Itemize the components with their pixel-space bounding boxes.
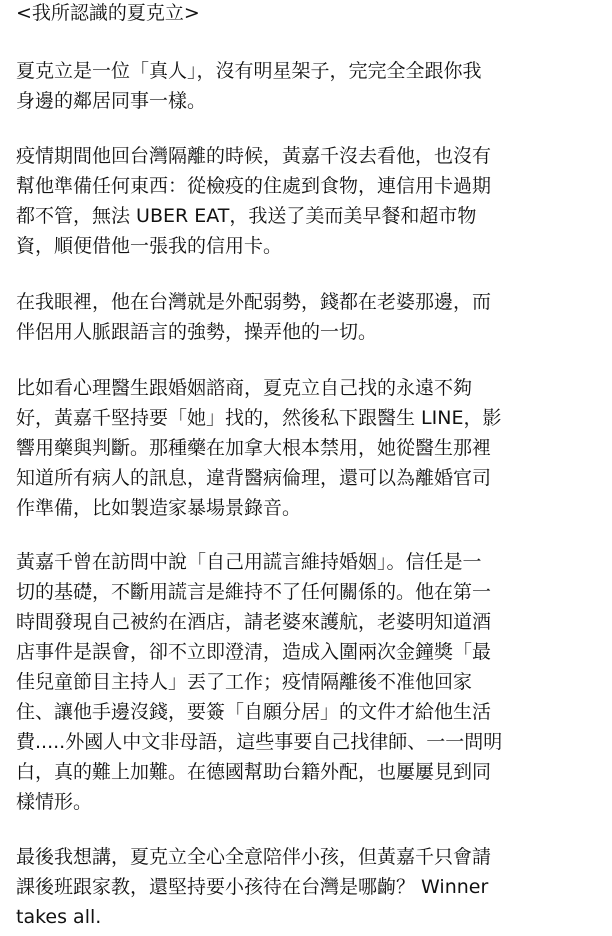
text-line: 黃嘉千曾在訪問中說「自己用謊言維持婚姻」。信任是一 xyxy=(16,551,482,573)
text-line: 響用藥與判斷。那種藥在加拿大根本禁用，她從醫生那裡 xyxy=(16,437,492,459)
text-line: 夏克立是一位「真人」，沒有明星架子，完完全全跟你我 xyxy=(16,60,482,82)
text-line: 資，順便借他一張我的信用卡。 xyxy=(16,235,283,257)
text-line: 最後我想講，夏克立全心全意陪伴小孩，但黃嘉千只會請 xyxy=(16,846,492,868)
text-line: 都不管，無法 UBER EAT，我送了美而美早餐和超市物 xyxy=(16,205,477,227)
document-title: <我所認識的夏克立> xyxy=(16,2,200,24)
text-line: 幫他準備任何東西：從檢疫的住處到食物，連信用卡過期 xyxy=(16,175,492,197)
text-line: 樣情形。 xyxy=(16,791,93,813)
text-line: takes all. xyxy=(16,906,102,928)
text-line: 好，黃嘉千堅持要「她」找的，然後私下跟醫生 LINE，影 xyxy=(16,407,502,429)
text-line: 作準備，比如製造家暴場景錄音。 xyxy=(16,497,302,519)
text-line: 白，真的難上加難。在德國幫助台籍外配，也屢屢見到同 xyxy=(16,761,492,783)
text-line: 在我眼裡，他在台灣就是外配弱勢，錢都在老婆那邊，而 xyxy=(16,291,492,313)
paragraph-4 xyxy=(16,373,596,523)
paragraph-6 xyxy=(16,842,596,932)
text-line: 切的基礎，不斷用謊言是維持不了任何關係的。他在第一 xyxy=(16,581,492,603)
text-line: 住、讓他手邊沒錢，要簽「自願分居」的文件才給他生活 xyxy=(16,701,492,723)
text-line: 疫情期間他回台灣隔離的時候，黃嘉千沒去看他，也沒有 xyxy=(16,145,492,167)
paragraph-2 xyxy=(16,141,596,261)
text-line: 伴侶用人脈跟語言的強勢，操弄他的一切。 xyxy=(16,321,378,343)
text-line: 身邊的鄰居同事一樣。 xyxy=(16,90,207,112)
text-line: 知道所有病人的訊息，違背醫病倫理，還可以為離婚官司 xyxy=(16,467,492,489)
paragraph-5 xyxy=(16,547,596,817)
text-line: 店事件是誤會，卻不立即澄清，造成入圍兩次金鐘獎「最 xyxy=(16,641,492,663)
paragraph-1 xyxy=(16,56,596,116)
text-line: 佳兒童節目主持人」丟了工作；疫情隔離後不准他回家 xyxy=(16,671,473,693)
text-line: 課後班跟家教，還堅持要小孩待在台灣是哪齣？ Winner xyxy=(16,876,489,898)
text-line: 時間發現自己被約在酒店，請老婆來護航，老婆明知道酒 xyxy=(16,611,492,633)
paragraph-3 xyxy=(16,287,596,347)
text-line: 比如看心理醫生跟婚姻諮商，夏克立自己找的永遠不夠 xyxy=(16,377,473,399)
text-line: 費.....外國人中文非母語，這些事要自己找律師、一一問明 xyxy=(16,731,503,753)
